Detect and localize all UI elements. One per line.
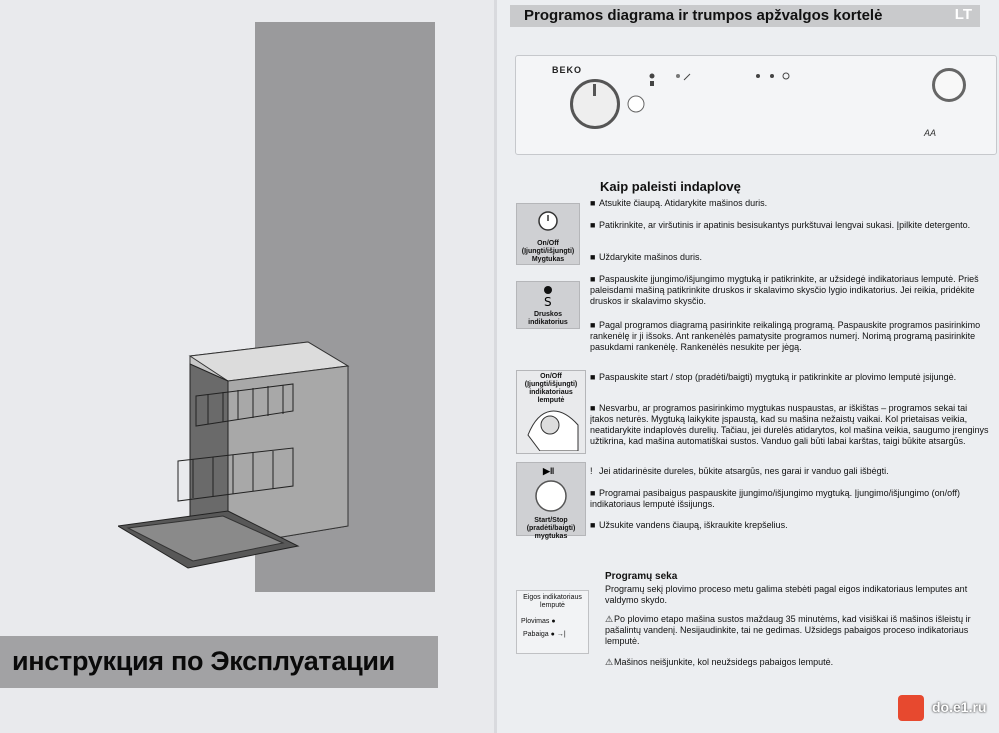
end-arrow-icon: →| (556, 631, 566, 638)
play-pause-icon: ▶ǁ (543, 466, 555, 476)
onoff-icon-box (516, 203, 580, 265)
salt-icon-box (516, 281, 580, 329)
sequence-intro: Programų sekį plovimo proceso metu galima stebėti pagal eigos indikatoriaus lemputes ant valdymo skydo. (605, 584, 968, 605)
start-item-10: ■ Užsukite vandens čiaupą, iškraukite krepšelius. (590, 520, 788, 530)
control-panel (515, 55, 997, 155)
dishwasher-illustration (118, 336, 358, 582)
start-item-4: ■ Paspauskite įjungimo/išjungimo mygtuką ir patikrinkite, ar užsidegė indikatoriaus lemputė. Prieš paleisdami mašiną patikrinkite druskos ir skalavimo skysčio lygio indikatorius. Jei reikia, pridėkite druskos ir skalavimo skysčio. (590, 274, 979, 306)
hand-pressing-icon (520, 395, 582, 451)
wash-indicator: Plovimas ● (521, 618, 556, 625)
startstop-caption: Start/Stop (pradėti/baigti) mygtukas (526, 517, 576, 540)
startstop-button-icon (534, 479, 568, 513)
indicator-icons (646, 70, 806, 90)
start-item-2: ■ Patikrinkite, ar viršutinis ir apatinis besisukantys purkštuvai lengvai sukasi. Įpilkite detergento. (590, 220, 971, 230)
end-indicator: Pabaiga ● →| (523, 631, 566, 638)
power-icon (537, 210, 559, 232)
language-code: LT (954, 6, 972, 23)
sequence-warning-1: ⚠Po plovimo etapo mašina sustos maždaug 35 minutėms, kad visiškai iš mašinos išleistų ir pašalintų vandenį. Nesijaudinkite, tai ne gedimas. Užsidegs pabaigos proceso indikatoriaus lemputė. (605, 614, 971, 646)
salt-indicator-icon (538, 284, 558, 308)
hand-icon-box (516, 370, 586, 454)
model-label: AA (923, 128, 936, 138)
start-stop-small-icon (626, 94, 646, 114)
brand-logo: BEKO (552, 65, 583, 75)
sequence-warning-2: ⚠Mašinos neišjunkite, kol neužsidegs pabaigos lemputė. (605, 657, 834, 667)
sequence-section-title: Programų seka (605, 571, 678, 582)
sequence-box-title: Eigos indikatoriaus lemputė (523, 594, 582, 609)
wash-dot-icon: ● (551, 618, 556, 625)
watermark-text: do.e1.ru (932, 699, 987, 715)
salt-caption: Druskos indikatorius (528, 311, 568, 326)
cover-title: инструкция по Эксплуатации (12, 646, 395, 676)
left-page (0, 0, 494, 733)
start-item-1: ■ Atsukite čiaupą. Atidarykite mašinos duris. (590, 198, 768, 208)
power-button-icon (932, 68, 966, 102)
hand-caption: On/Off (Įjungti/išjungti) indikatoriaus lemputė (524, 373, 578, 404)
start-item-7: ■ Nesvarbu, ar programos pasirinkimo mygtukas nuspaustas, ar iškištas – programos sekai tai įtakos neturės. Mygtuką laikykite įspaustą, kad su mašina nežaistų vaikai. Kol prietaisas veikia, neatidarykite indaplovės durelių. Tačiau, jei durelės atidarytos, kol mašina veikia, saugumo įrenginys užtikrina, kad mašina automatiškai sustos. Vanduo gali būti labai karštas, taigi būkite atsargūs. (590, 403, 989, 446)
start-item-8: ! Jei atidarinėsite dureles, būkite atsargūs, nes garai ir vanduo gali išbėgti. (590, 466, 889, 476)
start-item-5: ■ Pagal programos diagramą pasirinkite reikalingą programą. Paspauskite programos pasirinkimo rankenėlę ir ji išsoks. Ant rankenėlės pamatysite programos numerį. Norimą programą pasirinkite pasukdami rankenėlę. Rankenėlės nesukite per jėgą. (590, 320, 981, 352)
end-dot-icon: ● (550, 631, 555, 638)
startstop-icon-box (516, 462, 586, 540)
header-bar (510, 5, 980, 27)
start-item-9: ■ Programai pasibaigus paspauskite įjungimo/išjungimo mygtuką. Įjungimo/išjungimo (on/off) indikatoriaus lemputė išsijungs. (590, 488, 961, 509)
program-knob-icon (570, 79, 620, 129)
sequence-indicator-box (516, 590, 589, 654)
start-item-6: ■ Paspauskite start / stop (pradėti/baigti) mygtuką ir patikrinkite ar plovimo lemputė įsijungė. (590, 372, 957, 382)
right-page (497, 0, 999, 733)
onoff-caption: On/Off (Įjungti/išjungti) Mygtukas (521, 240, 575, 263)
site-logo-icon (898, 695, 924, 721)
cover-title-bar (0, 636, 438, 688)
start-section-title: Kaip paleisti indaplovę (600, 179, 741, 194)
start-item-3: ■ Uždarykite mašinos duris. (590, 252, 703, 262)
svg-text:S: S (544, 295, 552, 308)
page-title: Programos diagrama ir trumpos apžvalgos kortelė (524, 7, 883, 24)
